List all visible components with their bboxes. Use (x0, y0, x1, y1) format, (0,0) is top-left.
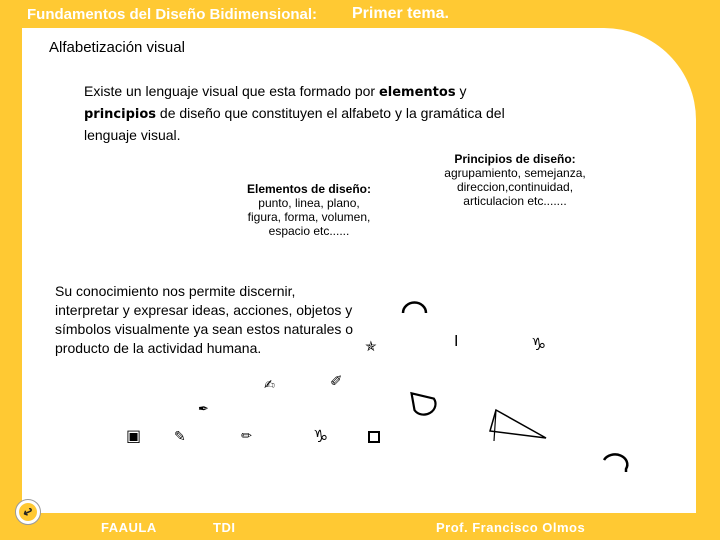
knowledge-paragraph: Su conocimiento nos permite discernir, interpretar y expresar ideas, acciones, objetos y símbolos visualmente ya sean estos naturales o producto de la actividad humana. (55, 283, 354, 356)
triangle-icon (486, 408, 552, 442)
principios-line-2: direccion,continuidad, (456, 180, 574, 194)
principios-heading: Principios de diseño: (454, 152, 576, 166)
pencil-icon: ✏ (241, 429, 252, 444)
elementos-block (224, 182, 394, 238)
elementos-line-3: espacio etc...... (268, 224, 350, 238)
intro-text-3: de diseño que constituyen el alfabeto y la gramática del lenguaje visual. (84, 105, 505, 143)
writing-icon: ✍ (264, 378, 275, 393)
elementos-line-2: figura, forma, volumen, (247, 210, 371, 224)
arc-bottom-icon (600, 452, 630, 472)
clip-icon: ✐ (330, 372, 343, 390)
intro-bold-elementos: elementos (378, 85, 456, 100)
principios-line-3: articulacion etc....... (463, 194, 567, 208)
pen-nib-icon: ✒ (198, 402, 209, 417)
principios-line-1: agrupamiento, semejanza, (444, 166, 586, 180)
elementos-line-1: punto, linea, plano, (258, 196, 360, 210)
intro-paragraph (84, 81, 524, 145)
footer-institution: FAAULA (101, 520, 157, 535)
arc-top-icon (400, 298, 430, 316)
hand-icon: ✎ (174, 429, 186, 445)
disk-icon: ▣ (126, 426, 142, 445)
intro-bold-principios: principios (84, 107, 157, 122)
capricorn-icon: ♑ (531, 335, 547, 355)
square-icon (368, 431, 381, 444)
back-button[interactable] (15, 499, 41, 525)
intro-text-2: y (455, 83, 467, 99)
principios-block (420, 152, 610, 208)
half-disc-icon (405, 388, 435, 414)
vertical-bar-icon: I (454, 333, 459, 350)
header-topic: Primer tema. (352, 5, 449, 22)
intro-text-1: Existe un lenguaje visual que esta formado por (84, 83, 379, 99)
footer-course: TDI (213, 520, 236, 535)
back-arrow-icon: ↩ (16, 500, 40, 524)
star-icon: ✯ (365, 339, 377, 355)
elementos-heading: Elementos de diseño: (246, 182, 372, 196)
section-title: Alfabetización visual (49, 39, 185, 56)
footer-professor: Prof. Francisco Olmos (436, 520, 586, 535)
header-title: Fundamentos del Diseño Bidimensional: (27, 6, 318, 23)
capricorn-icon: ♑ (313, 427, 329, 447)
